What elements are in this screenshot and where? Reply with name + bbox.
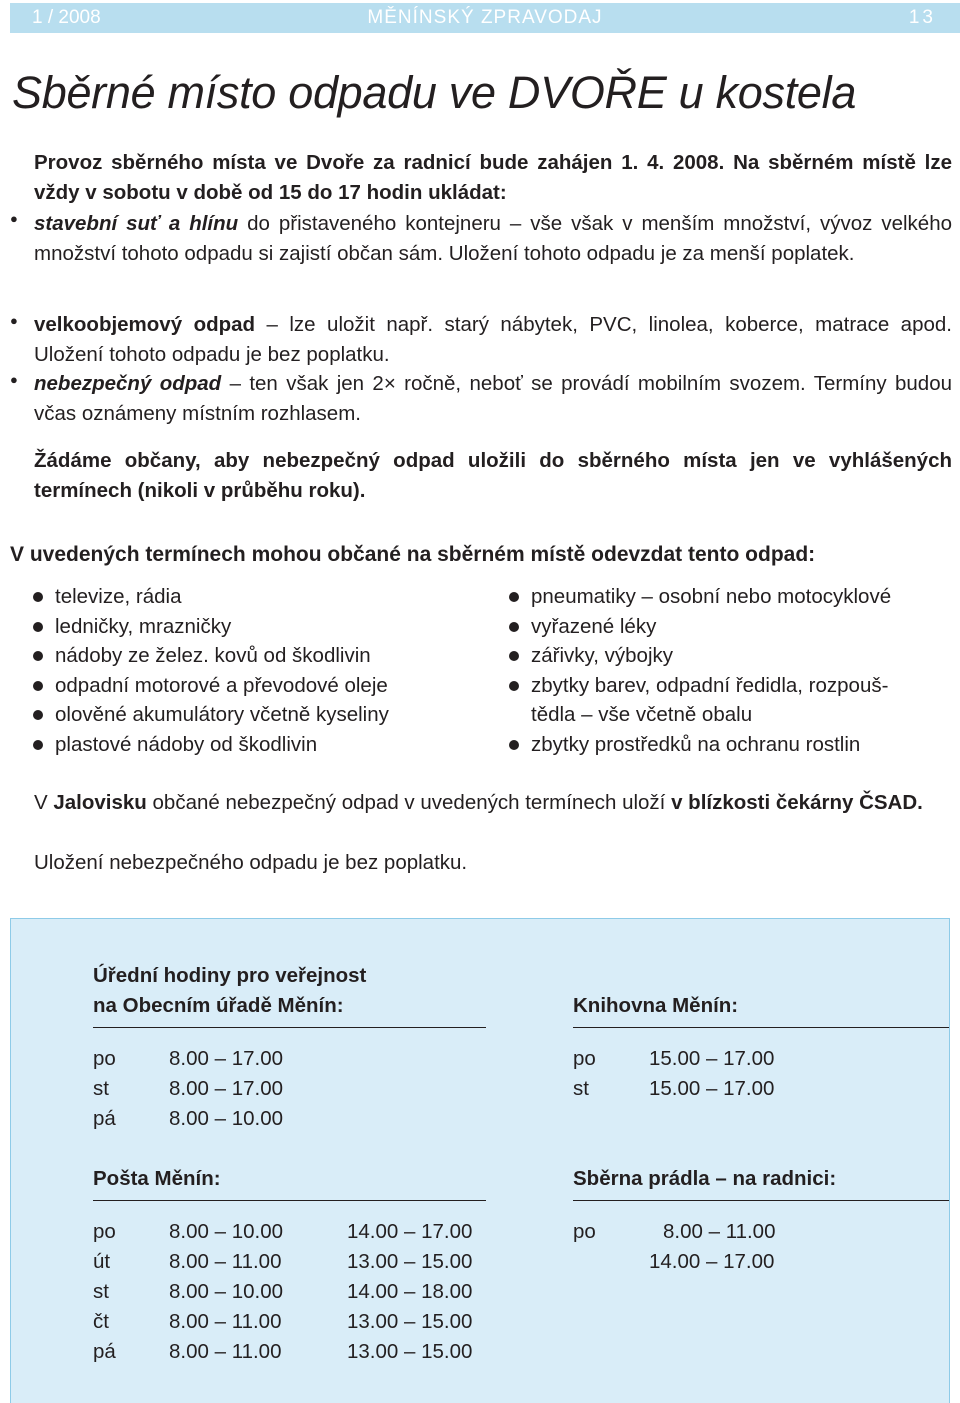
divider [573, 1027, 949, 1028]
page-header [10, 3, 960, 33]
bullet-icon: ● [10, 372, 18, 387]
jalovisko-text: občané nebezpečný odpad v uvedených termínech uloží [146, 791, 672, 814]
bullet-hazardous [34, 369, 952, 428]
list-item: televize, rádia [33, 582, 389, 612]
bullet-icon: ● [10, 313, 18, 328]
bullet-rubble [34, 209, 952, 268]
time-value: 13.00 – 15.00 [347, 1250, 473, 1273]
newsletter-title: MĚNÍNSKÝ ZPRAVODAJ [367, 7, 603, 28]
waste-list-left [33, 582, 389, 759]
time-value: 14.00 – 17.00 [649, 1250, 775, 1273]
bullet-term: nebezpečný odpad [34, 372, 222, 395]
intro-text: Provoz sběrného místa ve Dvoře za radnicí bude zahájen 1. 4. 2008. Na sběrném místě lze vždy v sobotu v době od 15 do 17 hodin ukládat: [34, 151, 952, 204]
day-label: po [573, 1220, 596, 1243]
day-label: st [93, 1077, 109, 1100]
bullet-icon: ● [10, 211, 18, 226]
time-value: 8.00 – 11.00 [169, 1340, 282, 1363]
office-hours-title: Úřední hodiny pro veřejnost [93, 964, 367, 987]
list-item: nádoby ze želez. kovů od škodlivin [33, 641, 389, 671]
day-label: st [573, 1077, 589, 1100]
time-value: 15.00 – 17.00 [649, 1047, 775, 1070]
time-value: 8.00 – 10.00 [169, 1220, 283, 1243]
bullet-term: velkoobjemový odpad [34, 313, 256, 336]
list-item: zářivky, výbojky [509, 641, 891, 671]
list-heading: V uvedených termínech mohou občané na sběrném místě odevzdat tento odpad: [10, 543, 816, 566]
appeal-text: Žádáme občany, aby nebezpečný odpad uložili do sběrného místa jen ve vyhlášených termínech (nikoli v průběhu roku). [34, 449, 952, 502]
waste-list-right [509, 582, 891, 759]
list-item: plastové nádoby od škodlivin [33, 730, 389, 760]
laundry-title: Sběrna prádla – na radnici: [573, 1167, 837, 1190]
day-label: po [93, 1220, 116, 1243]
article-title: Sběrné místo odpadu ve DVOŘE u kostela [12, 67, 857, 118]
day-label: st [93, 1280, 109, 1303]
jalovisko-paragraph [34, 788, 952, 818]
time-value: 8.00 – 11.00 [169, 1310, 282, 1333]
jalovisko-text: V [34, 791, 54, 814]
jalovisko-note: Uložení nebezpečného odpadu je bez poplatku. [34, 851, 468, 874]
jalovisko-place: Jalovisku [53, 791, 147, 814]
office-hours-subtitle: na Obecním úřadě Měnín: [93, 994, 344, 1017]
time-value: 8.00 – 10.00 [169, 1280, 283, 1303]
list-item: olověné akumulátory včetně kyseliny [33, 700, 389, 730]
list-item-continuation: tědla – vše včetně obalu [531, 703, 753, 726]
list-item: zbytky prostředků na ochranu rostlin [509, 730, 891, 760]
day-label: út [93, 1250, 111, 1273]
day-label: po [93, 1047, 116, 1070]
bullet-text: – ten však jen 2× ročně, neboť se provádí mobilním svozem. Termíny budou včas oznámeny místním rozhlasem. [34, 372, 953, 425]
time-value: 13.00 – 15.00 [347, 1340, 473, 1363]
jalovisko-location: v blízkosti čekárny ČSAD. [671, 791, 923, 814]
day-label: po [573, 1047, 596, 1070]
time-value: 14.00 – 18.00 [347, 1280, 473, 1303]
time-value: 8.00 – 11.00 [169, 1250, 282, 1273]
time-value: 13.00 – 15.00 [347, 1310, 473, 1333]
day-label: pá [93, 1340, 116, 1363]
list-item: zbytky barev, odpadní ředidla, rozpouš- [509, 671, 891, 701]
time-value: 15.00 – 17.00 [649, 1077, 775, 1100]
day-label: čt [93, 1310, 109, 1333]
time-value: 8.00 – 17.00 [169, 1047, 283, 1070]
list-item: odpadní motorové a převodové oleje [33, 671, 389, 701]
post-office-title: Pošta Měnín: [93, 1167, 221, 1190]
time-value: 8.00 – 17.00 [169, 1077, 283, 1100]
divider [93, 1027, 486, 1028]
appeal-paragraph [34, 446, 952, 505]
library-title: Knihovna Měnín: [573, 994, 739, 1017]
time-value: 8.00 – 11.00 [663, 1220, 776, 1243]
bullet-term: stavební suť a hlínu [34, 212, 239, 235]
list-item: pneumatiky – osobní nebo motocyklové [509, 582, 891, 612]
issue-number: 1 / 2008 [32, 7, 101, 28]
time-value: 14.00 – 17.00 [347, 1220, 473, 1243]
bullet-bulky [34, 310, 952, 369]
bullet-text: do přistaveného kontejneru – vše však v menším množství, vývoz velkého množství tohoto odpadu si zajistí občan sám. Uložení tohoto odpadu je za menší poplatek. [34, 212, 952, 265]
opening-hours-box [10, 918, 950, 1403]
bullet-text: – lze uložit např. starý nábytek, PVC, linolea, koberce, matrace apod. Uložení tohoto odpadu je bez poplatku. [34, 313, 952, 366]
day-label: pá [93, 1107, 116, 1130]
time-value: 8.00 – 10.00 [169, 1107, 283, 1130]
list-item: ledničky, mrazničky [33, 612, 389, 642]
page-number: 13 [908, 7, 936, 28]
divider [93, 1200, 486, 1201]
intro-paragraph [34, 148, 952, 207]
list-item: vyřazené léky [509, 612, 891, 642]
divider [573, 1200, 949, 1201]
